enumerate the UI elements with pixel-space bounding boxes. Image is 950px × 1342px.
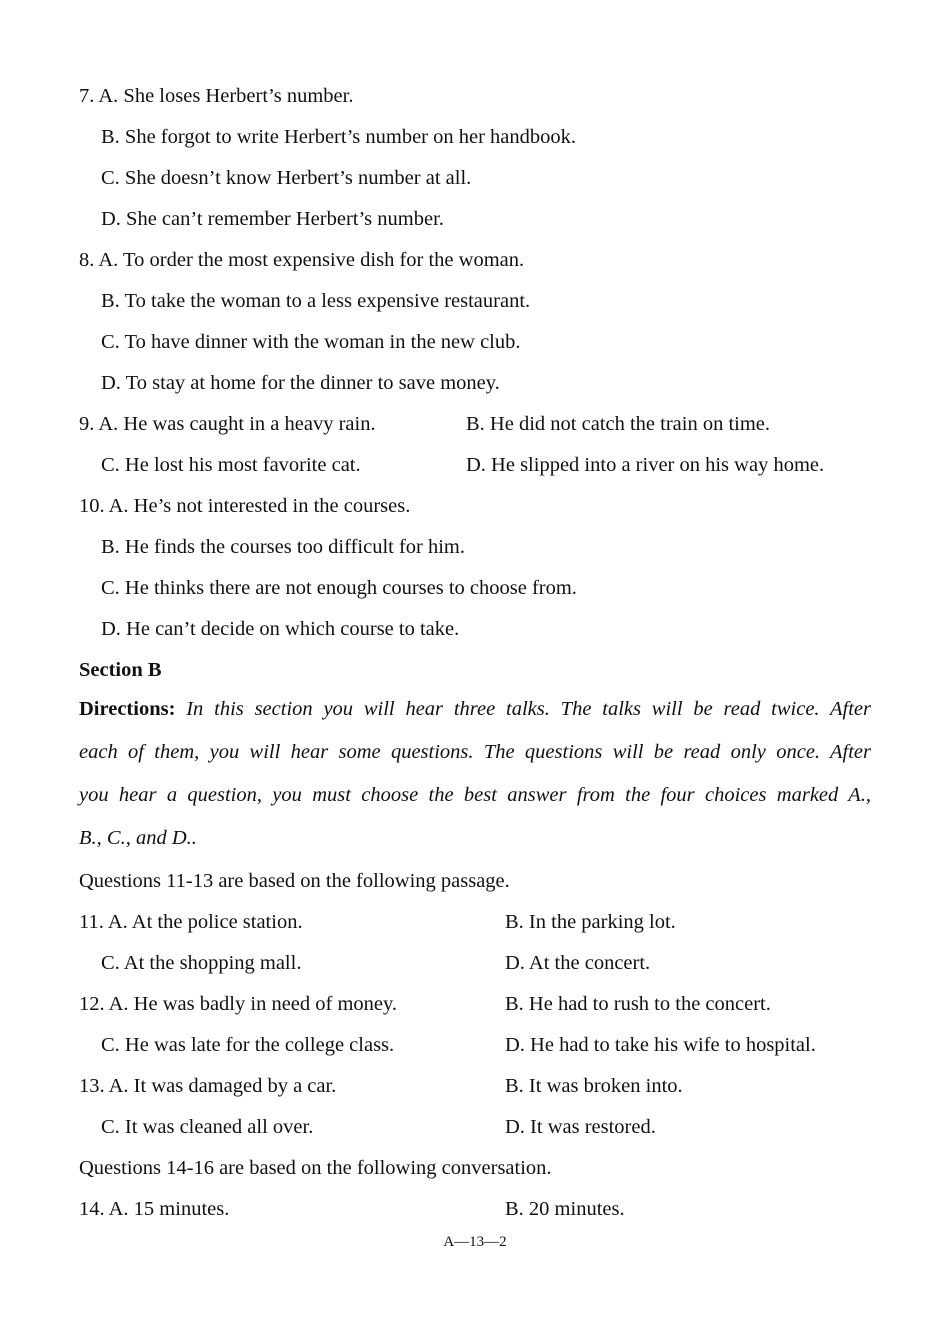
q13-option-c: C. It was cleaned all over.	[101, 1116, 314, 1138]
q7-option-b: B. She forgot to write Herbert’s number on her handbook.	[101, 126, 577, 148]
q9-option-b: B. He did not catch the train on time.	[466, 413, 771, 435]
directions-line-2: each of them, you will hear some questions. The questions will be read only once. After	[79, 741, 871, 763]
q8-option-d: D. To stay at home for the dinner to save money.	[101, 372, 500, 394]
conversation-intro-14-16: Questions 14-16 are based on the following conversation.	[79, 1157, 552, 1179]
q9-option-a: 9. A. He was caught in a heavy rain.	[79, 413, 376, 435]
q10-option-b: B. He finds the courses too difficult for him.	[101, 536, 466, 558]
directions-line-1	[79, 688, 871, 731]
directions-line-4: B., C., and D..	[79, 827, 197, 849]
directions-text-1: In this section you will hear three talks. The talks will be read twice. After	[186, 698, 871, 720]
q13-option-a: 13. A. It was damaged by a car.	[79, 1075, 337, 1097]
q8-option-b: B. To take the woman to a less expensive restaurant.	[101, 290, 531, 312]
q7-option-c: C. She doesn’t know Herbert’s number at all.	[101, 167, 472, 189]
q9-option-c: C. He lost his most favorite cat.	[101, 454, 361, 476]
q9-option-d: D. He slipped into a river on his way home.	[466, 454, 825, 476]
q14-option-b: B. 20 minutes.	[505, 1198, 625, 1220]
q12-option-c: C. He was late for the college class.	[101, 1034, 395, 1056]
q12-option-b: B. He had to rush to the concert.	[505, 993, 771, 1015]
section-b-directions	[79, 688, 871, 860]
directions-line-3: you hear a question, you must choose the best answer from the four choices marked A.,	[79, 784, 871, 806]
q11-option-b: B. In the parking lot.	[505, 911, 676, 933]
q11-option-d: D. At the concert.	[505, 952, 651, 974]
directions-label: Directions:	[79, 698, 176, 720]
q7-option-a: 7. A. She loses Herbert’s number.	[79, 85, 354, 107]
q14-option-a: 14. A. 15 minutes.	[79, 1198, 230, 1220]
passage-intro-11-13: Questions 11-13 are based on the following passage.	[79, 870, 510, 892]
q10-option-a: 10. A. He’s not interested in the courses.	[79, 495, 411, 517]
q13-option-d: D. It was restored.	[505, 1116, 656, 1138]
section-b-title: Section B	[79, 659, 162, 681]
page-footer: A—13—2	[443, 1234, 507, 1250]
q10-option-c: C. He thinks there are not enough courses to choose from.	[101, 577, 577, 599]
q12-option-a: 12. A. He was badly in need of money.	[79, 993, 398, 1015]
q12-option-d: D. He had to take his wife to hospital.	[505, 1034, 816, 1056]
q13-option-b: B. It was broken into.	[505, 1075, 683, 1097]
q8-option-c: C. To have dinner with the woman in the new club.	[101, 331, 521, 353]
q7-option-d: D. She can’t remember Herbert’s number.	[101, 208, 444, 230]
q11-option-c: C. At the shopping mall.	[101, 952, 302, 974]
q8-option-a: 8. A. To order the most expensive dish for the woman.	[79, 249, 525, 271]
q11-option-a: 11. A. At the police station.	[79, 911, 303, 933]
q10-option-d: D. He can’t decide on which course to take.	[101, 618, 460, 640]
